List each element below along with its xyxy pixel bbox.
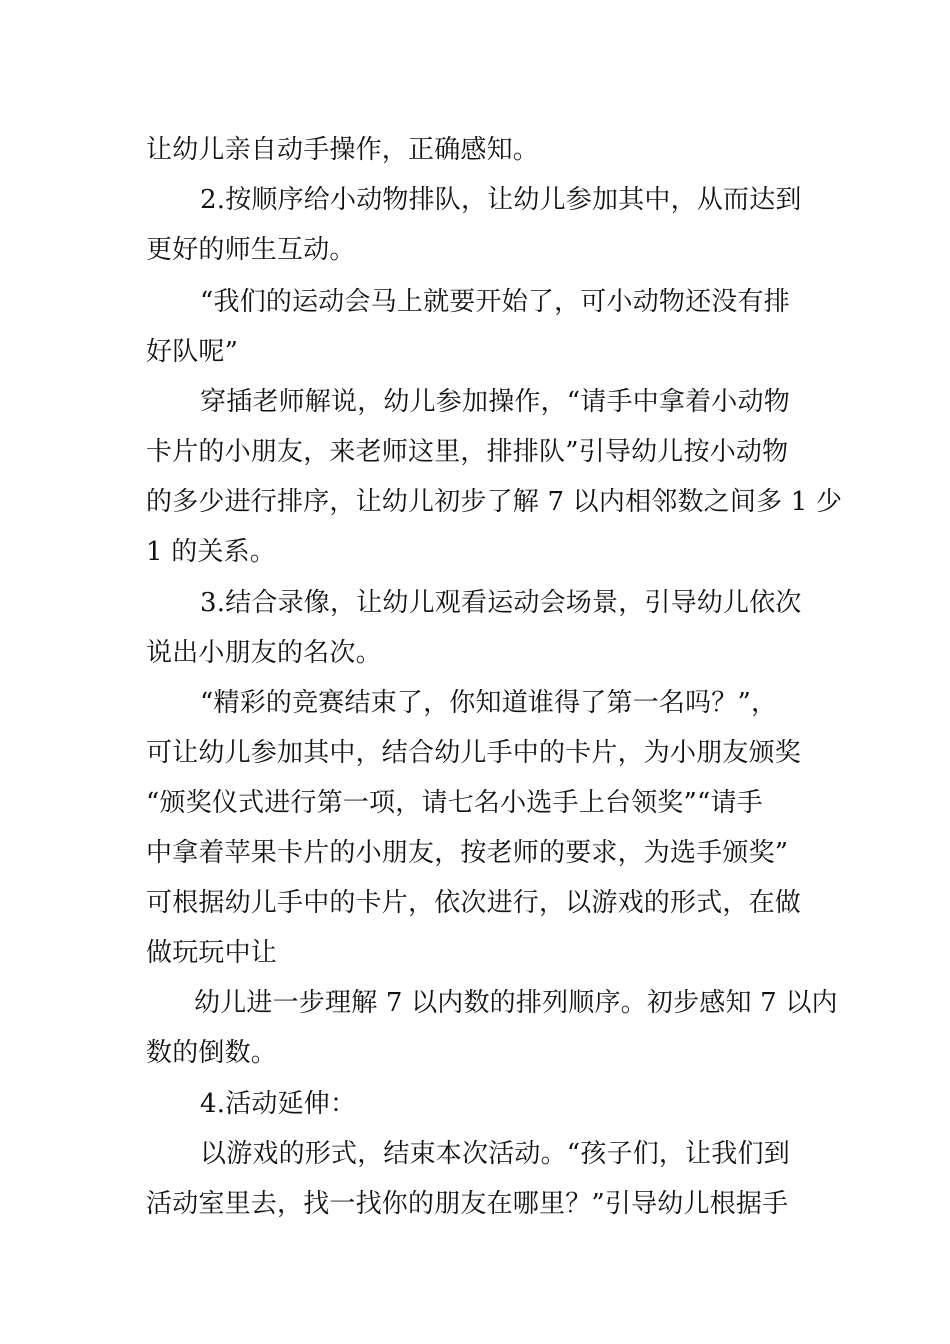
text-line: 3.结合录像，让幼儿观看运动会场景，引导幼儿依次 xyxy=(200,588,802,618)
text-line: 说出小朋友的名次。 xyxy=(146,638,382,668)
text-line: 1 的关系。 xyxy=(146,537,277,567)
text-line: 以游戏的形式，结束本次活动。“孩子们，让我们到 xyxy=(200,1139,790,1169)
text-line: “我们的运动会马上就要开始了，可小动物还没有排 xyxy=(200,287,790,317)
text-line: 做玩玩中让 xyxy=(146,938,278,968)
text-line: 穿插老师解说，幼儿参加操作，“请手中拿着小动物 xyxy=(200,387,790,417)
text-line: 活动室里去，找一找你的朋友在哪里？”引导幼儿根据手 xyxy=(146,1189,789,1219)
text-line: 让幼儿亲自动手操作，正确感知。 xyxy=(146,135,540,165)
text-line: 更好的师生互动。 xyxy=(146,235,356,265)
text-line: 4.活动延伸： xyxy=(200,1089,357,1119)
text-line: 幼儿进一步理解 7 以内数的排列顺序。初步感知 7 以内 xyxy=(194,988,838,1018)
text-line: 好队呢” xyxy=(146,337,239,367)
text-line: 可让幼儿参加其中，结合幼儿手中的卡片，为小朋友颁奖 xyxy=(146,738,802,768)
text-line: 数的倒数。 xyxy=(146,1038,278,1068)
text-line: “精彩的竞赛结束了，你知道谁得了第一名吗？”， xyxy=(200,688,778,718)
text-line: 中拿着苹果卡片的小朋友，按老师的要求，为选手颁奖” xyxy=(146,838,789,868)
text-line: “颁奖仪式进行第一项，请七名小选手上台领奖”“请手 xyxy=(146,788,763,818)
text-line: 2.按顺序给小动物排队，让幼儿参加其中，从而达到 xyxy=(200,185,802,215)
text-line: 卡片的小朋友，来老师这里，排排队”引导幼儿按小动物 xyxy=(146,437,789,467)
text-line: 的多少进行排序，让幼儿初步了解 7 以内相邻数之间多 1 少 xyxy=(146,487,843,517)
text-line: 可根据幼儿手中的卡片，依次进行，以游戏的形式，在做 xyxy=(146,888,802,918)
